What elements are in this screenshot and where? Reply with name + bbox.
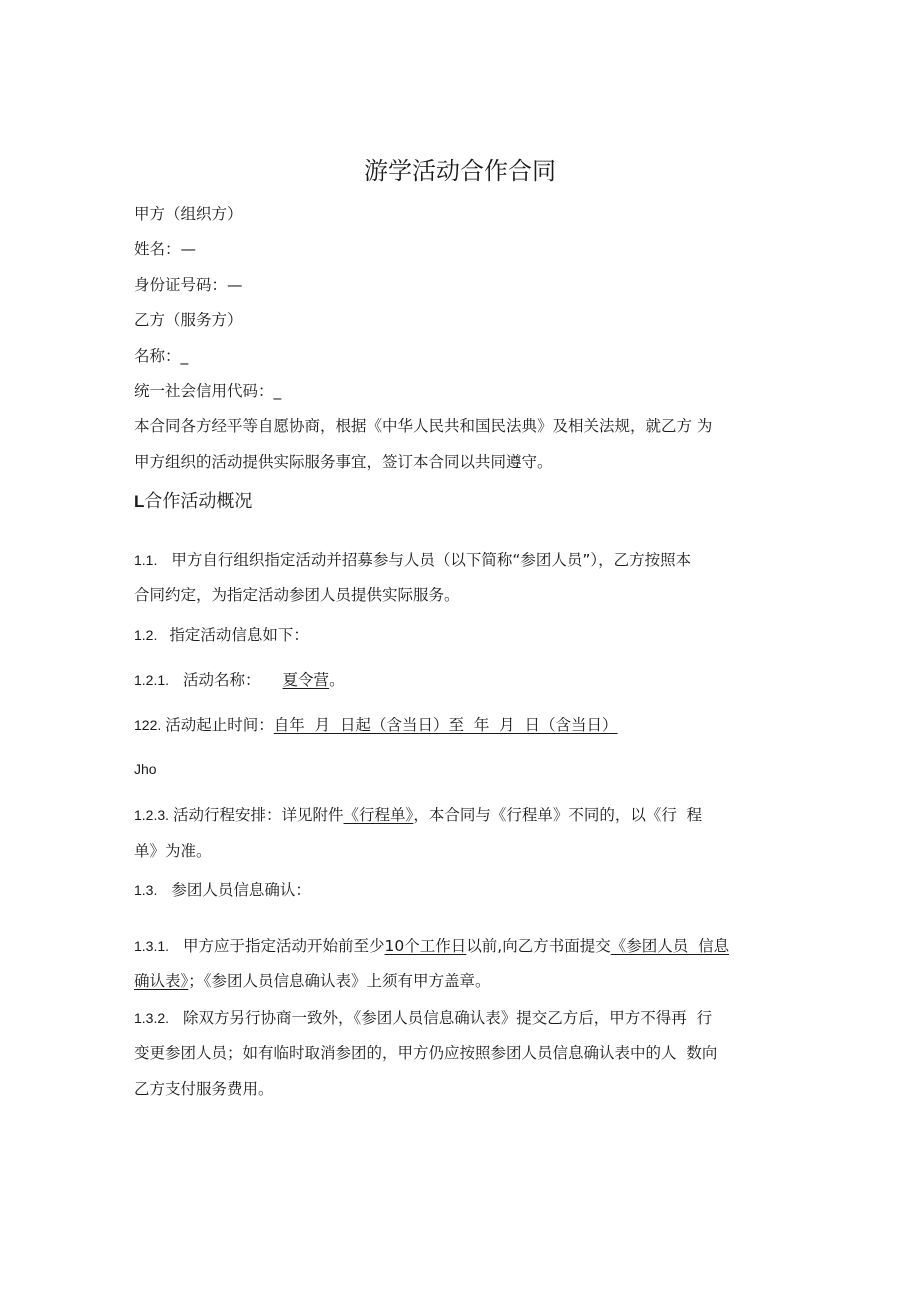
clause-1-2-text: 指定活动信息如下：: [169, 626, 309, 644]
party-b-name: 名称：_: [134, 347, 189, 365]
itinerary-reference: 《行程单》: [343, 806, 414, 824]
clause-1-3-2-line-1: [134, 1007, 712, 1029]
clause-1-3: [134, 879, 311, 901]
clause-1-2-number: 1.2.: [134, 627, 158, 643]
clause-1-3-text: 参团人员信息确认：: [171, 881, 311, 899]
clause-1-2-3-number: 1.2.3.: [134, 807, 170, 823]
clause-1-1-line-1: [134, 549, 691, 571]
stray-text: Jho: [134, 761, 157, 777]
party-a-id-number: 身份证号码：—: [134, 276, 243, 294]
clause-1-2-3-text-post: ，本合同与《行程单》不同的，以《行 程: [413, 806, 703, 824]
activity-name-label: 活动名称：: [183, 671, 261, 689]
clause-1-3-1-line-2: [134, 970, 491, 992]
party-a-name: 姓名：—: [134, 240, 197, 258]
clause-1-2-1-number: 1.2.1.: [134, 672, 170, 688]
section-1-title: 合作活动概况: [144, 491, 253, 512]
activity-period-label: 活动起止时间：: [165, 716, 274, 734]
preamble-line-1: 本合同各方经平等自愿协商，根据《中华人民共和国民法典》及相关法规，就乙方 为: [134, 417, 713, 435]
party-a-label: 甲方（组织方）: [134, 205, 243, 223]
party-b-label: 乙方（服务方）: [134, 311, 243, 329]
clause-1-1-line-2: 合同约定，为指定活动参团人员提供实际服务。: [134, 586, 460, 604]
clause-1-3-number: 1.3.: [134, 882, 158, 898]
clause-1-3-2-text: 除双方另行协商一致外，《参团人员信息确认表》提交乙方后，甲方不得再 行: [183, 1009, 713, 1027]
section-1-number: L: [134, 492, 145, 511]
party-b-credit-code: 统一社会信用代码：_: [134, 382, 282, 400]
clause-1-3-1-number: 1.3.1.: [134, 938, 170, 954]
activity-period-value: 自年 月 日起（含当日）至 年 月 日（含当日）: [273, 716, 618, 734]
clause-1-2: [134, 624, 309, 646]
activity-name-tail: 。: [329, 671, 345, 689]
submission-deadline: 10个工作日: [384, 937, 467, 955]
clause-1-3-1-text-mid: 以前,向乙方书面提交: [466, 937, 611, 955]
clause-1-2-3-text-pre: 活动行程安排：详见附件: [173, 806, 344, 824]
clause-1-2-1: [134, 669, 345, 691]
clause-1-1-number: 1.1.: [134, 552, 158, 568]
clause-1-3-1-text-pre: 甲方应于指定活动开始前至少: [183, 937, 385, 955]
clause-1-3-2-number: 1.3.2.: [134, 1010, 170, 1026]
clause-1-2-3-line-2: 单》为准。: [134, 842, 212, 860]
confirmation-form-ref-a: 《参团人员 信息: [610, 937, 730, 955]
clause-1-2-2: [134, 714, 618, 736]
clause-1-2-2-number: 122.: [134, 717, 162, 733]
clause-1-3-1-line-1: [134, 935, 729, 957]
page-title: 游学活动合作合同: [364, 157, 556, 185]
section-1-heading: [134, 491, 252, 513]
confirmation-form-ref-b: 确认表》: [134, 972, 189, 990]
preamble-line-2: 甲方组织的活动提供实际服务事宜，签订本合同以共同遵守。: [134, 453, 553, 471]
clause-1-3-1-text-post: ；《参团人员信息确认表》上须有甲方盖章。: [188, 972, 491, 990]
clause-1-3-2-line-2: 变更参团人员；如有临时取消参团的，甲方仍应按照参团人员信息确认表中的人 数向: [134, 1044, 718, 1062]
clause-1-3-2-line-3: 乙方支付服务费用。: [134, 1080, 274, 1098]
activity-name-value: 夏令营: [282, 671, 330, 689]
clause-1-2-3-line-1: [134, 804, 702, 826]
clause-1-1-text: 甲方自行组织指定活动并招募参与人员（以下简称“参团人员”），乙方按照本: [171, 551, 692, 569]
